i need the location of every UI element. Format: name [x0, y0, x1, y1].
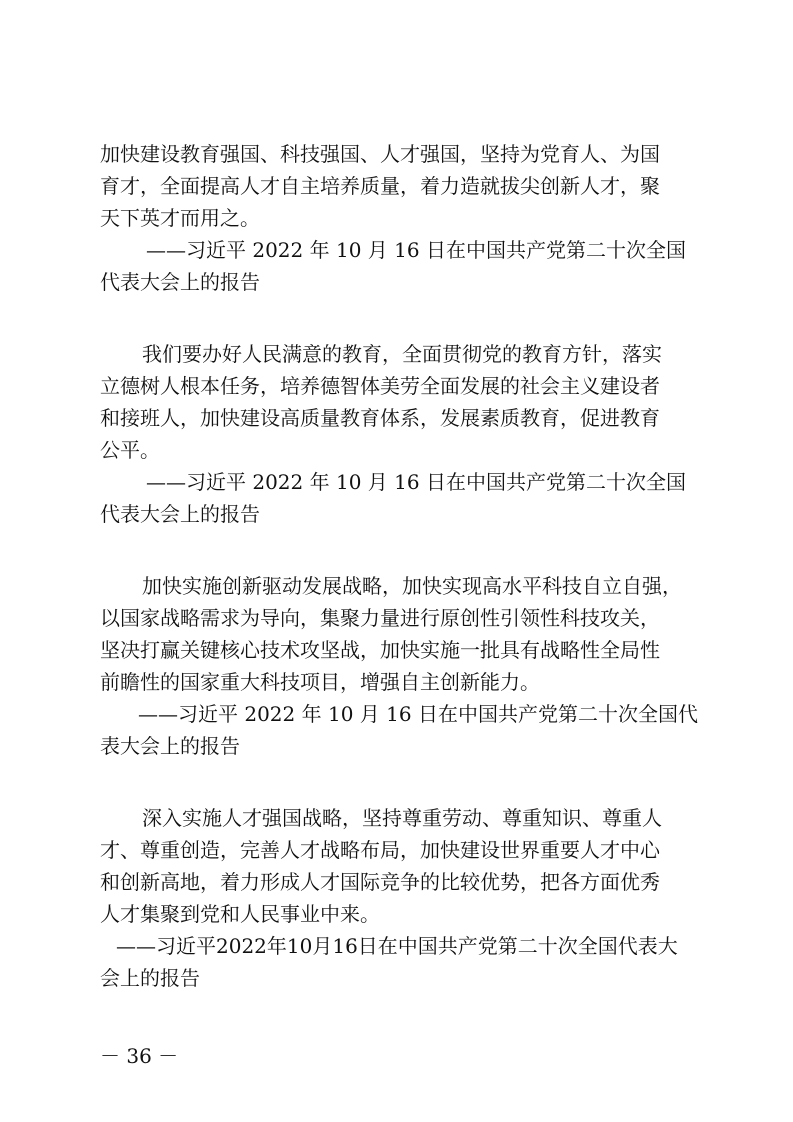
quote-innovation-strategy: [100, 570, 700, 762]
quote-attribution: 代表大会上的报告: [100, 502, 260, 526]
quote-line: 公平。: [100, 438, 160, 462]
quote-attribution: ——习近平 2022 年 10 月 16 日在中国共产党第二十次全国代: [138, 702, 698, 726]
quote-line: 育才，全面提高人才自主培养质量，着力造就拔尖创新人才，聚: [100, 174, 660, 198]
quote-attribution: 代表大会上的报告: [100, 270, 260, 294]
quote-line: 和创新高地，着力形成人才国际竞争的比较优势，把各方面优秀: [100, 870, 660, 894]
quote-line: 加快建设教育强国、科技强国、人才强国，坚持为党育人、为国: [100, 142, 660, 166]
quote-line: 天下英才而用之。: [100, 206, 260, 230]
quote-line: 和接班人，加快建设高质量教育体系，发展素质教育，促进教育: [100, 406, 660, 430]
quote-attribution: ——习近平 2022 年 10 月 16 日在中国共产党第二十次全国: [146, 238, 686, 262]
quote-satisfying-education: [100, 338, 700, 530]
quote-line: 以国家战略需求为导向，集聚力量进行原创性引领性科技攻关，: [100, 606, 660, 630]
quote-line: 才、尊重创造，完善人才战略布局，加快建设世界重要人才中心: [100, 838, 660, 862]
quote-attribution: ——习近平 2022 年 10 月 16 日在中国共产党第二十次全国: [146, 470, 686, 494]
quote-line: 我们要办好人民满意的教育，全面贯彻党的教育方针，落实: [142, 342, 662, 366]
quote-line: 坚决打赢关键核心技术攻坚战，加快实施一批具有战略性全局性: [100, 638, 660, 662]
quote-line: 前瞻性的国家重大科技项目，增强自主创新能力。: [100, 670, 540, 694]
quote-attribution: 表大会上的报告: [100, 734, 240, 758]
quote-attribution: ——习近平2022年10月16日在中国共产党第二十次全国代表大: [116, 934, 678, 958]
quote-line: 加快实施创新驱动发展战略，加快实现高水平科技自立自强，: [142, 574, 682, 598]
quote-attribution: 会上的报告: [100, 966, 200, 990]
quote-line: 深入实施人才强国战略，坚持尊重劳动、尊重知识、尊重人: [142, 806, 662, 830]
quote-education-science-talent: [100, 138, 700, 298]
quote-line: 立德树人根本任务，培养德智体美劳全面发展的社会主义建设者: [100, 374, 660, 398]
page-number: － 36 －: [100, 1044, 179, 1068]
quote-talent-strategy: [100, 802, 700, 994]
quote-line: 人才集聚到党和人民事业中来。: [100, 902, 380, 926]
